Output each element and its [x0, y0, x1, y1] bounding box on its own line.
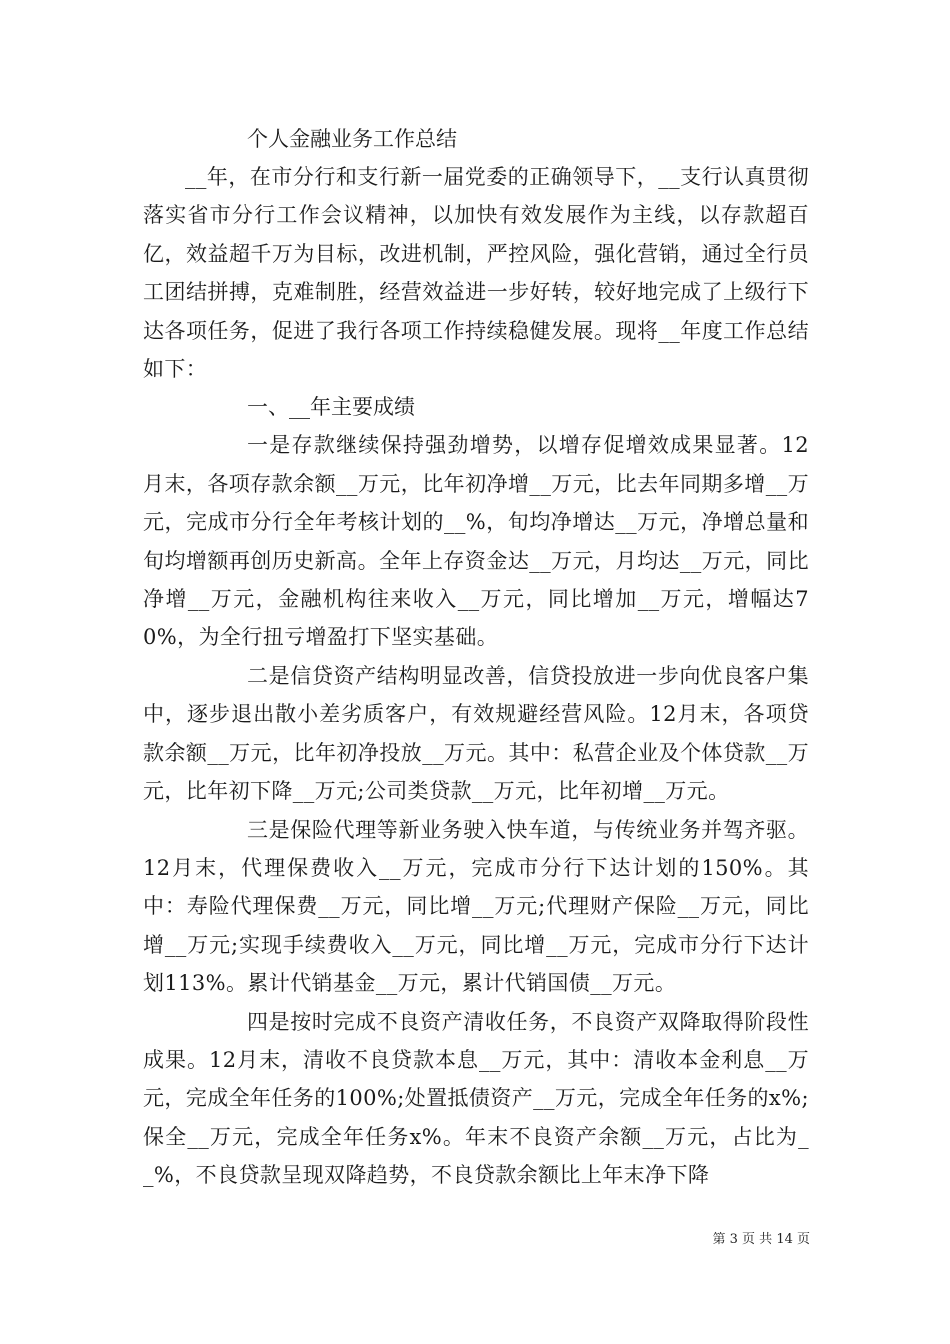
paragraph-deposits: 一是存款继续保持强劲增势，以增存促增效成果显著。12月末，各项存款余额__万元，比年初净增__万元，比去年同期多增__万元，完成市分行全年考核计划的__%，旬均净增达__万元，净增总量和旬均增额再创历史新高。全年上存资金达__万元，月均达__万元，同比净增__万元，金融机构往来收入__万元，同比增加__万元，增幅达70%，为全行扭亏增盈打下坚实基础。: [143, 433, 809, 650]
paragraph-insurance: 三是保险代理等新业务驶入快车道，与传统业务并驾齐驱。12月末，代理保费收入__万元，完成市分行下达计划的150%。其中：寿险代理保费__万元，同比增__万元;代理财产保险__万元，同比增__万元;实现手续费收入__万元，同比增__万元，完成市分行下达计划113%。累计代销基金__万元，累计代销国债__万元。: [143, 817, 809, 996]
document-body: [143, 120, 809, 1195]
intro-paragraph: __年，在市分行和支行新一届党委的正确领导下，__支行认真贯彻落实省市分行工作会议精神，以加快有效发展作为主线，以存款超百亿，效益超千万为目标，改进机制，严控风险，强化营销，通过全行员工团结拼搏，克难制胜，经营效益进一步好转，较好地完成了上级行下达各项任务，促进了我行各项工作持续稳健发展。现将__年度工作总结如下：: [143, 165, 809, 382]
section-heading: 一、__年主要成绩: [247, 395, 415, 420]
paragraph-credit: 二是信贷资产结构明显改善，信贷投放进一步向优良客户集中，逐步退出散小差劣质客户，有效规避经营风险。12月末，各项贷款余额__万元，比年初净投放__万元。其中：私营企业及个体贷款__万元，比年初下降__万元;公司类贷款__万元，比年初增__万元。: [143, 663, 809, 804]
document-title: 个人金融业务工作总结: [247, 127, 457, 151]
page-number: 第 3 页 共 14 页: [712, 1232, 810, 1247]
paragraph-nonperforming: 四是按时完成不良资产清收任务，不良资产双降取得阶段性成果。12月末，清收不良贷款本息__万元，其中：清收本金利息__万元，完成全年任务的100%;处置抵债资产__万元，完成全年任务的x%;保全__万元，完成全年任务x%。年末不良资产余额__万元，占比为__%，不良贷款呈现双降趋势，不良贷款余额比上年末净下降: [143, 1009, 809, 1188]
